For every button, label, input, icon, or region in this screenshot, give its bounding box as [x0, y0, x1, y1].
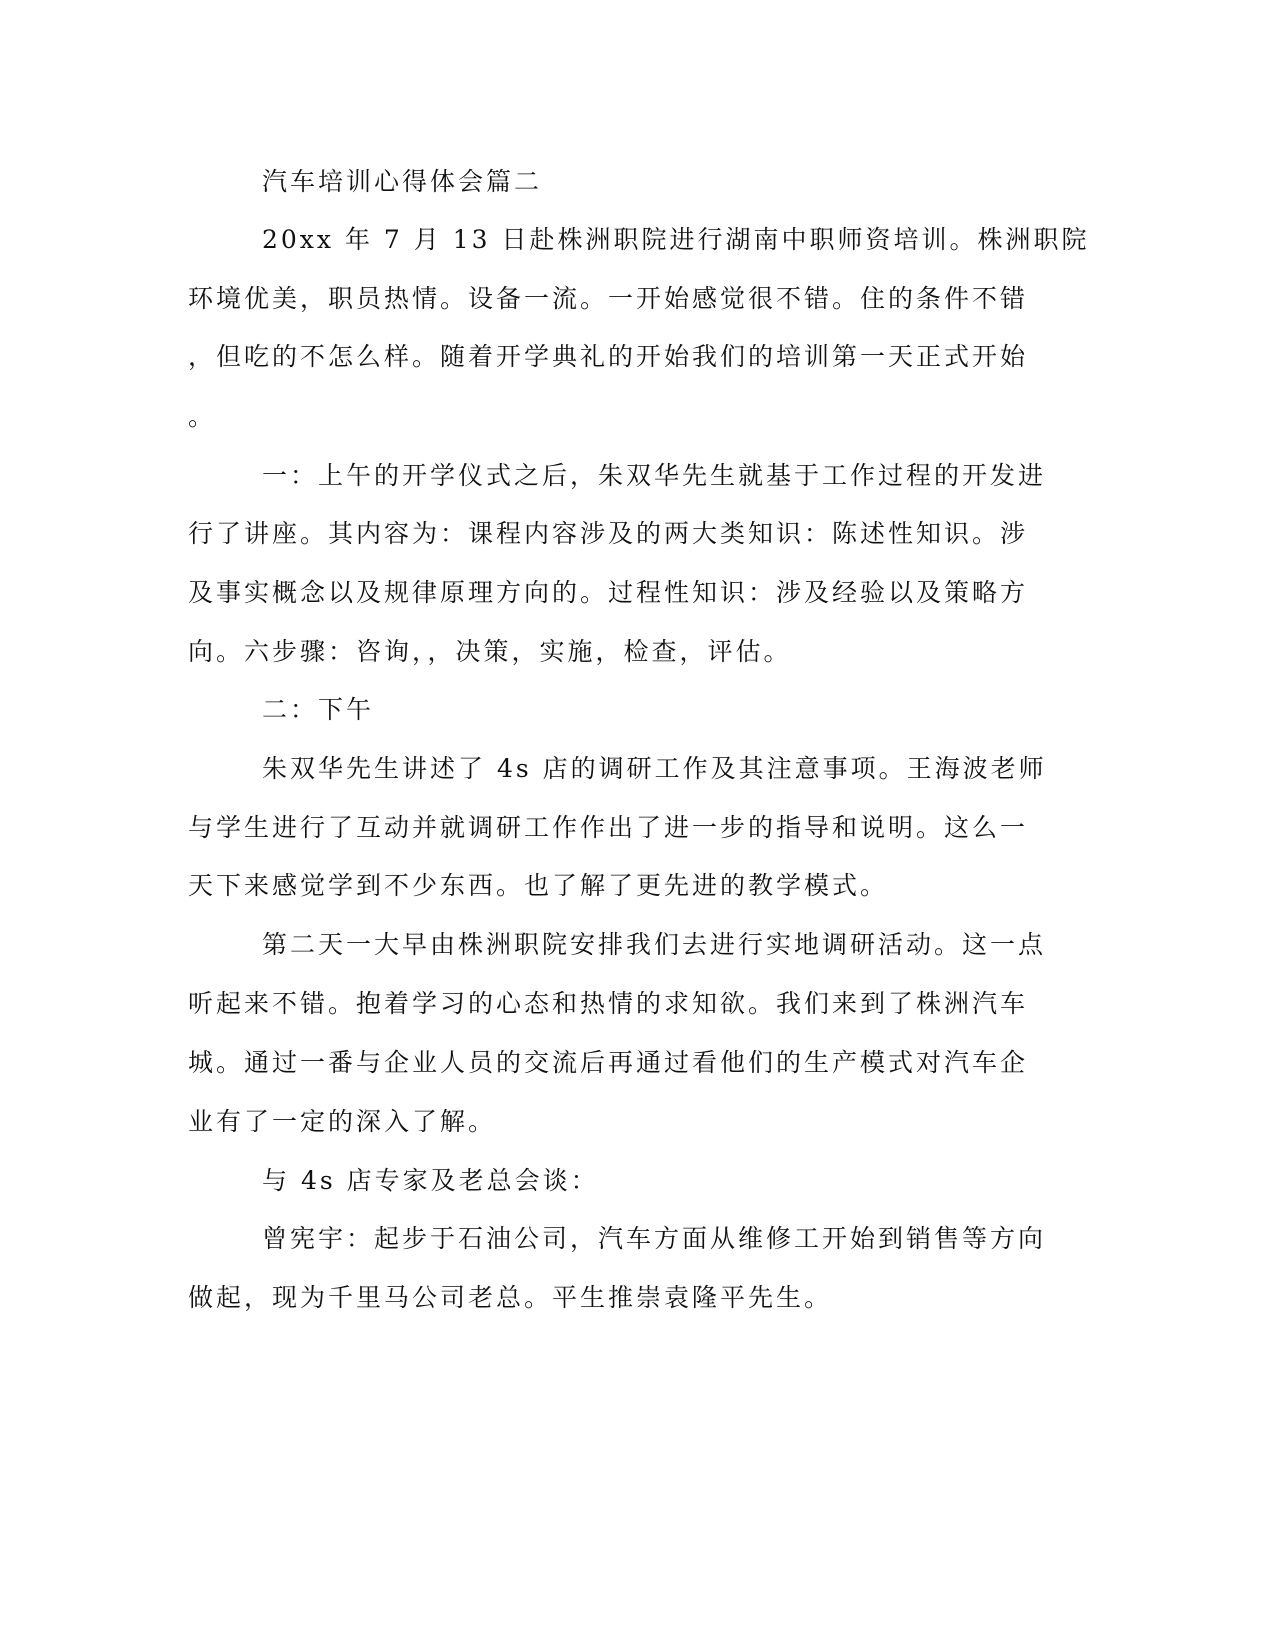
paragraph-line: 与 4s 店专家及老总会谈： [262, 1166, 599, 1195]
paragraph-line: 做起，现为千里马公司老总。平生推崇袁隆平先生。 [188, 1283, 833, 1312]
paragraph-line: 及事实概念以及规律原理方向的。过程性知识：涉及经验以及策略方 [188, 578, 1029, 607]
paragraph-line: 曾宪宇：起步于石油公司，汽车方面从维修工开始到销售等方向 [262, 1224, 1047, 1253]
document-title: 汽车培训心得体会篇二 [262, 167, 543, 196]
paragraph-line: 业有了一定的深入了解。 [188, 1107, 497, 1136]
paragraph-line: 与学生进行了互动并就调研工作作出了进一步的指导和说明。这么一 [188, 813, 1029, 842]
paragraph-line: ，但吃的不怎么样。随着开学典礼的开始我们的培训第一天正式开始 [188, 342, 1029, 371]
paragraph-line: 环境优美，职员热情。设备一流。一开始感觉很不错。住的条件不错 [188, 284, 1029, 313]
paragraph-line: 朱双华先生讲述了 4s 店的调研工作及其注意事项。王海波老师 [262, 754, 1047, 783]
paragraph-line: 向。六步骤：咨询，，决策，实施，检查，评估。 [188, 637, 792, 666]
paragraph-line: 第二天一大早由株洲职院安排我们去进行实地调研活动。这一点 [262, 930, 1047, 959]
paragraph-line: 20xx 年 7 月 13 日赴株洲职院进行湖南中职师资培训。株洲职院 [262, 225, 1090, 254]
paragraph-line: 听起来不错。抱着学习的心态和热情的求知欲。我们来到了株洲汽车 [188, 989, 1029, 1018]
paragraph-line: 行了讲座。其内容为：课程内容涉及的两大类知识：陈述性知识。涉 [188, 519, 1029, 548]
paragraph-line: 一：上午的开学仪式之后，朱双华先生就基于工作过程的开发进 [262, 461, 1047, 490]
paragraph-line: 。 [188, 402, 217, 431]
section-heading: 二：下午 [262, 695, 375, 724]
paragraph-line: 天下来感觉学到不少东西。也了解了更先进的教学模式。 [188, 871, 889, 900]
paragraph-line: 城。通过一番与企业人员的交流后再通过看他们的生产模式对汽车企 [188, 1048, 1029, 1077]
